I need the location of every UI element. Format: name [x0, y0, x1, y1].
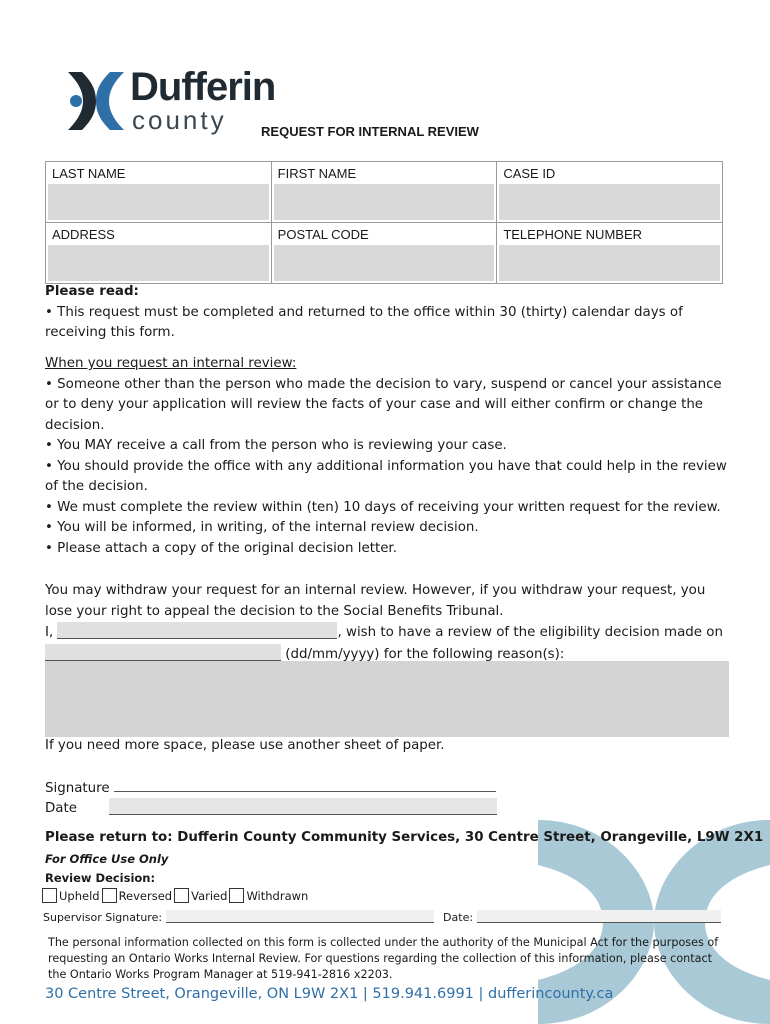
signature-row	[45, 777, 496, 796]
name-statement	[45, 622, 735, 644]
address-label: ADDRESS	[46, 223, 271, 245]
signature-field[interactable]	[114, 777, 496, 792]
review-decision-options	[42, 888, 310, 903]
telephone-label: TELEPHONE NUMBER	[497, 223, 722, 245]
case-id-input[interactable]	[499, 184, 720, 220]
postal-code-cell	[271, 223, 497, 284]
review-section	[45, 354, 735, 559]
logo-wordmark	[130, 65, 276, 135]
supervisor-date-field[interactable]	[477, 910, 721, 923]
option-upheld[interactable]: Upheld	[42, 888, 100, 903]
review-bullet: • Please attach a copy of the original decision letter.	[45, 540, 397, 556]
postal-code-input[interactable]	[274, 245, 495, 281]
supervisor-signature-label: Supervisor Signature:	[43, 911, 163, 924]
more-space-note: If you need more space, please use another sheet of paper.	[45, 738, 445, 753]
return-address: Please return to: Dufferin County Community Services, 30 Centre Street, Orangeville, L9W 2X1	[45, 830, 764, 845]
last-name-label: LAST NAME	[46, 162, 271, 184]
last-name-input[interactable]	[48, 184, 269, 220]
first-name-label: FIRST NAME	[272, 162, 497, 184]
varied-checkbox[interactable]	[174, 888, 189, 903]
review-bullet: • You should provide the office with any additional information you have that could help in the review of the decision.	[45, 458, 727, 494]
logo-main-text: Dufferin	[130, 65, 276, 109]
date-field[interactable]	[109, 798, 497, 815]
first-name-input[interactable]	[274, 184, 495, 220]
first-name-cell	[271, 162, 497, 223]
review-bullet: • We must complete the review within (ten) 10 days of receiving your written request for the review.	[45, 499, 721, 515]
please-read-heading: Please read:	[45, 284, 139, 299]
review-bullet: • You MAY receive a call from the person who is reviewing your case.	[45, 438, 507, 453]
please-read-text: • This request must be completed and returned to the office within 30 (thirty) calendar days of receiving this form.	[45, 304, 683, 340]
address-input[interactable]	[48, 245, 269, 281]
supervisor-date-label: Date:	[443, 911, 474, 924]
applicant-fields-table	[45, 161, 723, 284]
withdraw-text: You may withdraw your request for an internal review. However, if you withdraw your request, you lose your right to appeal the decision to the Social Benefits Tribunal.	[45, 583, 706, 619]
i-suffix: , wish to have a review of the eligibility decision made on	[337, 625, 723, 640]
date-suffix: (dd/mm/yyyy) for the following reason(s):	[285, 646, 565, 662]
review-heading: When you request an internal review:	[45, 356, 297, 371]
withdraw-section	[45, 581, 735, 665]
supervisor-signature-field[interactable]	[166, 910, 434, 923]
telephone-cell	[497, 223, 723, 284]
option-withdrawn[interactable]: Withdrawn	[229, 888, 308, 903]
date-label: Date	[45, 801, 78, 816]
case-id-label: CASE ID	[497, 162, 722, 184]
review-decision-label: Review Decision:	[45, 871, 156, 885]
case-id-cell	[497, 162, 723, 223]
logo-sub-text: county	[132, 105, 227, 135]
applicant-name-field[interactable]	[57, 622, 337, 639]
decision-date-field[interactable]	[45, 644, 281, 661]
address-cell	[46, 223, 272, 284]
last-name-cell	[46, 162, 272, 223]
i-prefix: I,	[45, 625, 54, 640]
footer-contact: 30 Centre Street, Orangeville, ON L9W 2X1 | 519.941.6991 | dufferincounty.ca	[45, 986, 614, 1002]
please-read-section	[45, 282, 735, 344]
telephone-input[interactable]	[499, 245, 720, 281]
option-reversed[interactable]: Reversed	[102, 888, 173, 903]
form-title: REQUEST FOR INTERNAL REVIEW	[261, 124, 479, 139]
reasons-textarea[interactable]	[45, 661, 729, 737]
reversed-checkbox[interactable]	[102, 888, 117, 903]
signature-label: Signature	[45, 781, 110, 796]
office-use-label: For Office Use Only	[45, 852, 169, 866]
supervisor-row	[43, 910, 721, 924]
review-bullet: • Someone other than the person who made the decision to vary, suspend or cancel your assistance or to deny your application will review the facts of your case and will either confirm or change the decision.	[45, 376, 722, 433]
postal-code-label: POSTAL CODE	[272, 223, 497, 245]
privacy-notice: The personal information collected on this form is collected under the authority of the Municipal Act for the purposes of requesting an Ontario Works Internal Review. For questions regarding the collection of this information, please contact the Ontario Works Program Manager at 519-941-2816 x2203.	[48, 936, 719, 981]
review-bullet: • You will be informed, in writing, of the internal review decision.	[45, 520, 479, 535]
withdrawn-checkbox[interactable]	[229, 888, 244, 903]
date-row	[45, 798, 497, 816]
upheld-checkbox[interactable]	[42, 888, 57, 903]
option-varied[interactable]: Varied	[174, 888, 227, 903]
